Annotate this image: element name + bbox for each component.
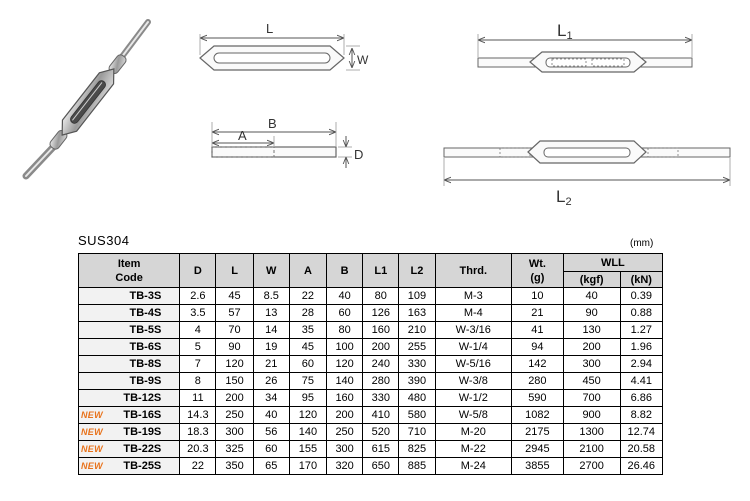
cell-thrd: M-20 [435,424,511,441]
dim-label-A: A [238,128,247,143]
cell-l1: 200 [363,339,399,356]
assembly-closed-view [478,21,692,72]
cell-b: 40 [327,288,363,305]
cell-w: 14 [253,322,289,339]
cell-w: 56 [253,424,289,441]
cell-wt: 21 [512,305,564,322]
cell-l: 45 [216,288,253,305]
cell-kn: 12.74 [620,424,662,441]
cell-w: 26 [253,373,289,390]
new-badge: NEW [81,426,103,437]
cell-kgf: 450 [563,373,620,390]
table-row [79,458,663,475]
cell-l: 350 [216,458,253,475]
cell-kgf: 2700 [563,458,620,475]
dim-label-D: D [354,147,364,162]
cell-b: 60 [327,305,363,322]
cell-wt: 3855 [512,458,564,475]
cell-l: 150 [216,373,253,390]
cell-w: 65 [253,458,289,475]
cell-a: 45 [289,339,326,356]
table-row [79,424,663,441]
cell-b: 160 [327,390,363,407]
item-code-cell: TB-25S [79,458,180,475]
header-L2: L2 [399,254,435,288]
turnbuckle-photo [26,22,148,176]
cell-d: 4 [180,322,216,339]
table-row [79,407,663,424]
table-row [79,305,663,322]
cell-a: 60 [289,356,326,373]
cell-b: 100 [327,339,363,356]
cell-l1: 126 [363,305,399,322]
cell-kn: 0.39 [620,288,662,305]
header-thread: Thrd. [435,254,511,288]
cell-thrd: W-5/16 [435,356,511,373]
cell-kn: 2.94 [620,356,662,373]
cell-thrd: M-4 [435,305,511,322]
cell-kgf: 90 [563,305,620,322]
cell-w: 21 [253,356,289,373]
assembly-open-view [444,141,730,208]
item-code-cell: TB-22S [79,441,180,458]
cell-l1: 615 [363,441,399,458]
cell-kgf: 130 [563,322,620,339]
header-weight: Wt. (g) [512,254,564,288]
item-code-cell: TB-6S [79,339,180,356]
cell-a: 22 [289,288,326,305]
cell-a: 35 [289,322,326,339]
item-code-cell: TB-9S [79,373,180,390]
cell-wt: 2945 [512,441,564,458]
cell-w: 34 [253,390,289,407]
new-badge: NEW [81,409,103,420]
spec-table [78,253,663,475]
cell-a: 95 [289,390,326,407]
cell-d: 5 [180,339,216,356]
cell-thrd: W-1/4 [435,339,511,356]
cell-thrd: M-22 [435,441,511,458]
cell-kn: 1.27 [620,322,662,339]
cell-l2: 330 [399,356,435,373]
cell-l: 325 [216,441,253,458]
table-row [79,390,663,407]
cell-a: 120 [289,407,326,424]
item-code-cell: TB-12S [79,390,180,407]
cell-d: 22 [180,458,216,475]
cell-l2: 885 [399,458,435,475]
header-A: A [289,254,326,288]
cell-d: 2.6 [180,288,216,305]
cell-thrd: W-5/8 [435,407,511,424]
cell-kgf: 1300 [563,424,620,441]
cell-w: 40 [253,407,289,424]
cell-l: 120 [216,356,253,373]
cell-l2: 480 [399,390,435,407]
cell-l1: 410 [363,407,399,424]
cell-d: 20.3 [180,441,216,458]
table-row [79,339,663,356]
cell-wt: 2175 [512,424,564,441]
cell-w: 8.5 [253,288,289,305]
cell-l: 300 [216,424,253,441]
cell-l1: 280 [363,373,399,390]
cell-kgf: 700 [563,390,620,407]
cell-kgf: 40 [563,288,620,305]
cell-kgf: 300 [563,356,620,373]
cell-kn: 6.86 [620,390,662,407]
cell-thrd: W-3/16 [435,322,511,339]
cell-b: 320 [327,458,363,475]
cell-b: 250 [327,424,363,441]
cell-l2: 580 [399,407,435,424]
item-code-cell: TB-5S [79,322,180,339]
cell-d: 3.5 [180,305,216,322]
header-D: D [180,254,216,288]
cell-wt: 10 [512,288,564,305]
cell-l2: 390 [399,373,435,390]
cell-l2: 825 [399,441,435,458]
cell-l1: 330 [363,390,399,407]
table-row [79,322,663,339]
cell-kn: 1.96 [620,339,662,356]
cell-thrd: M-24 [435,458,511,475]
item-code-cell: TB-8S [79,356,180,373]
cell-l: 90 [216,339,253,356]
header-L: L [216,254,253,288]
cell-kn: 26.46 [620,458,662,475]
cell-a: 75 [289,373,326,390]
cell-l1: 80 [363,288,399,305]
cell-b: 120 [327,356,363,373]
unit-label: (mm) [630,238,654,249]
cell-b: 80 [327,322,363,339]
cell-wt: 280 [512,373,564,390]
dim-label-B: B [268,116,277,131]
cell-b: 300 [327,441,363,458]
cell-l2: 210 [399,322,435,339]
item-code-cell: TB-19S [79,424,180,441]
table-row [79,288,663,305]
cell-w: 19 [253,339,289,356]
item-code-cell: TB-16S [79,407,180,424]
cell-kn: 20.58 [620,441,662,458]
cell-wt: 590 [512,390,564,407]
cell-l: 70 [216,322,253,339]
cell-wt: 1082 [512,407,564,424]
cell-d: 14.3 [180,407,216,424]
cell-a: 170 [289,458,326,475]
cell-thrd: W-3/8 [435,373,511,390]
cell-a: 28 [289,305,326,322]
new-badge: NEW [81,443,103,454]
cell-d: 11 [180,390,216,407]
dim-label-L: L [266,21,274,36]
item-code-cell: TB-3S [79,288,180,305]
header-B: B [327,254,363,288]
cell-l: 250 [216,407,253,424]
cell-kgf: 900 [563,407,620,424]
dim-label-W: W [357,53,369,67]
item-code-cell: TB-4S [79,305,180,322]
cell-l: 200 [216,390,253,407]
cell-wt: 142 [512,356,564,373]
cell-thrd: W-1/2 [435,390,511,407]
new-badge: NEW [81,460,103,471]
cell-d: 18.3 [180,424,216,441]
cell-kgf: 200 [563,339,620,356]
cell-kn: 4.41 [620,373,662,390]
header-kn: (kN) [620,272,662,288]
cell-l2: 710 [399,424,435,441]
cell-l1: 650 [363,458,399,475]
frame-top-view [200,21,369,70]
cell-b: 200 [327,407,363,424]
header-kgf: (kgf) [563,272,620,288]
cell-a: 155 [289,441,326,458]
cell-l1: 520 [363,424,399,441]
cell-thrd: M-3 [435,288,511,305]
cell-kn: 0.88 [620,305,662,322]
cell-b: 140 [327,373,363,390]
header-item-code: Item Code [79,254,180,288]
cell-a: 140 [289,424,326,441]
cell-l2: 109 [399,288,435,305]
table-row [79,373,663,390]
table-row [79,441,663,458]
dim-label-L1: L1 [557,21,573,42]
cell-l2: 163 [399,305,435,322]
cell-wt: 94 [512,339,564,356]
header-wll: WLL [563,254,662,272]
cell-l: 57 [216,305,253,322]
cell-d: 8 [180,373,216,390]
header-W: W [253,254,289,288]
technical-drawings [0,0,750,235]
cell-kgf: 2100 [563,441,620,458]
header-L1: L1 [363,254,399,288]
cell-l1: 160 [363,322,399,339]
cell-w: 60 [253,441,289,458]
cell-d: 7 [180,356,216,373]
cell-l1: 240 [363,356,399,373]
material-label: SUS304 [78,233,130,248]
cell-kn: 8.82 [620,407,662,424]
cell-wt: 41 [512,322,564,339]
cell-w: 13 [253,305,289,322]
dim-label-L2: L2 [556,187,572,208]
frame-side-view [212,116,363,168]
cell-l2: 255 [399,339,435,356]
table-row [79,356,663,373]
